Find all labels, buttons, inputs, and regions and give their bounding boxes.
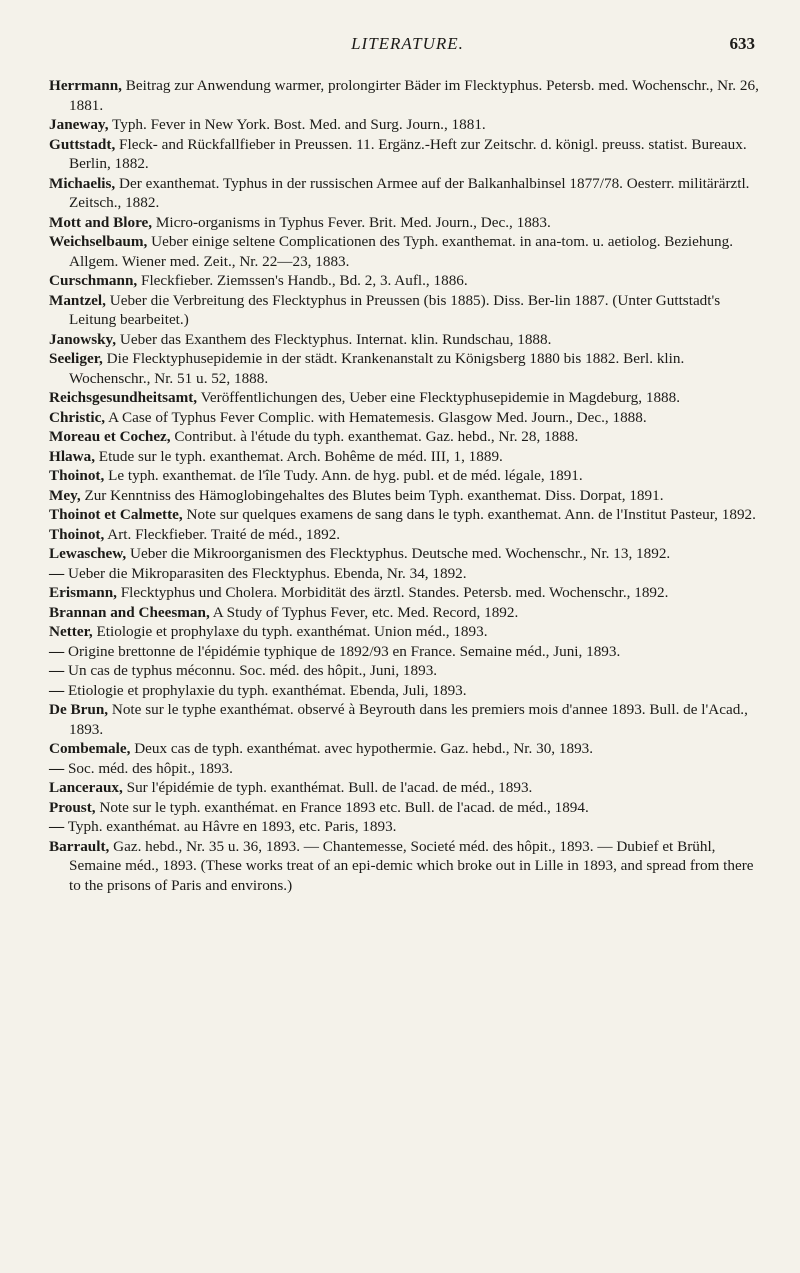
entry-citation: Note sur le typhe exanthémat. observé à Beyrouth dans les premiers mois d'annee 1893. Bull. de l'Acad., 1893. [69,701,748,738]
entry-citation: Typh. exanthémat. au Hâvre en 1893, etc. Paris, 1893. [64,818,397,835]
page-header [60,34,755,56]
entry-author: — [49,564,65,582]
entry-author: Moreau et Cochez, [49,428,171,445]
entry-author: Netter, [49,623,93,640]
bibliography-entry [49,408,761,428]
entry-author: Thoinot, [49,525,105,543]
bibliography-entry [49,213,761,233]
entry-author: Herrmann, [49,77,122,94]
entry-author: Thoinot et Calmette, [49,506,183,523]
entry-citation: Ueber das Exanthem des Flecktyphus. Internat. klin. Rundschau, 1888. [116,330,552,348]
entry-author: Curschmann, [49,272,138,289]
bibliography-entry [49,271,761,291]
entry-citation: Beitrag zur Anwendung warmer, prolongirter Bäder im Flecktyphus. Petersb. med. Wochenschr., Nr. 26, 1881. [69,77,759,114]
bibliography-entry [49,583,761,603]
entry-citation: Typh. Fever in New York. Bost. Med. and Surg. Journ., 1881. [108,116,486,133]
entry-citation: Note sur quelques examens de sang dans le typh. exanthemat. Ann. de l'Institut Pasteur, 1892. [182,506,756,523]
entry-author: Guttstadt, [49,135,116,153]
entry-citation: Die Flecktyphusepidemie in der städt. Krankenanstalt zu Königsberg 1880 bis 1882. Berl. klin. Wochenschr., Nr. 51 u. 52, 1888. [69,350,685,387]
running-title: LITERATURE. [351,34,464,53]
entry-author: — [49,759,65,777]
entry-author: Janowsky, [49,330,117,348]
entry-author: Seeliger, [49,350,103,367]
entry-citation: Etiologie et prophylaxie du typh. exanthémat. Ebenda, Juli, 1893. [64,681,467,699]
bibliography-entry [49,778,761,798]
bibliography-entry [49,291,761,330]
entry-citation: Flecktyphus und Cholera. Morbidität des ärztl. Standes. Petersb. med. Wochenschr., 1892. [116,584,669,601]
bibliography-entry [49,661,761,681]
bibliography-entry [49,174,761,213]
bibliography-entry [49,681,761,701]
bibliography-entry [49,798,761,818]
bibliography-entry [49,739,761,759]
bibliography-entry [49,544,761,564]
bibliography-entry [49,564,761,584]
entry-author: Erismann, [49,584,117,601]
entry-citation: Ueber einige seltene Complicationen des Typh. exanthemat. in ana-tom. u. aetiolog. Beziehung. Allgem. Wiener med. Zeit., Nr. 22—23, 1883. [69,233,734,270]
bibliography-entry [49,76,761,115]
entry-citation: Gaz. hebd., Nr. 35 u. 36, 1893. — Chantemesse, Societé méd. des hôpit., 1893. — Dubief et Brühl, Semaine méd., 1893. (These works treat of an epi-demic which broke out in Lille in 1893, and spread from there to the prisons of Paris and environs.) [69,837,754,894]
entry-citation: Micro-organisms in Typhus Fever. Brit. Med. Journ., Dec., 1883. [152,213,551,231]
entry-citation: Note sur le typh. exanthémat. en France 1893 etc. Bull. de l'acad. de méd., 1894. [95,798,589,816]
bibliography-entry [49,330,761,350]
bibliography-entry [49,525,761,545]
entry-author: — [49,818,65,835]
entry-author: Reichsgesundheitsamt, [49,389,198,406]
entry-author: Michaelis, [49,174,116,192]
entry-author: Weichselbaum, [49,233,148,250]
entry-citation: Origine brettonne de l'épidémie typhique de 1892/93 en France. Semaine méd., Juni, 1893. [64,642,621,660]
entry-citation: Ueber die Verbreitung des Flecktyphus in Preussen (bis 1885). Diss. Ber-lin 1887. (Unter Guttstadt's Leitung bearbeitet.) [69,291,721,328]
entry-author: Hlawa, [49,447,95,465]
entry-citation: Art. Fleckfieber. Traité de méd., 1892. [104,525,341,543]
bibliography-entry [49,486,761,506]
entry-author: Brannan and Cheesman, [49,603,210,621]
entry-author: Mantzel, [49,291,106,309]
entry-citation: Ueber die Mikroorganismen des Flecktyphus. Deutsche med. Wochenschr., Nr. 13, 1892. [126,545,671,562]
bibliography-entry [49,505,761,525]
bibliography-entry [49,388,761,408]
entry-author: — [49,662,65,679]
bibliography-entry [49,700,761,739]
entry-citation: Fleck- and Rückfallfieber in Preussen. 11. Ergänz.-Heft zur Zeitschr. d. königl. preuss. statist. Bureaux. Berlin, 1882. [69,135,747,172]
entry-author: Janeway, [49,116,109,133]
entry-author: Lanceraux, [49,779,123,796]
entry-author: Mey, [49,486,81,504]
entry-citation: Etiologie et prophylaxe du typh. exanthémat. Union méd., 1893. [92,623,488,640]
entry-citation: Sur l'épidémie de typh. exanthémat. Bull. de l'acad. de méd., 1893. [122,779,533,796]
bibliography-entry [49,837,761,896]
bibliography-entry [49,115,761,135]
entry-author: — [49,681,65,699]
bibliography-entry [49,135,761,174]
entry-citation: Deux cas de typh. exanthémat. avec hypothermie. Gaz. hebd., Nr. 30, 1893. [130,740,594,757]
entry-citation: Ueber die Mikroparasiten des Flecktyphus. Ebenda, Nr. 34, 1892. [64,564,467,582]
bibliography-entry [49,447,761,467]
bibliography-entry [49,232,761,271]
bibliography-entry [49,759,761,779]
entry-citation: Der exanthemat. Typhus in der russischen Armee auf der Balkanhalbinsel 1877/78. Oesterr. militärärztl. Zeitsch., 1882. [69,174,750,211]
entry-author: De Brun, [49,701,109,718]
entry-author: Lewaschew, [49,545,127,562]
bibliography-entry [49,622,761,642]
entry-citation: Zur Kenntniss des Hämoglobingehaltes des Blutes beim Typh. exanthemat. Diss. Dorpat, 1891. [80,486,664,504]
entry-citation: Soc. méd. des hôpit., 1893. [64,759,233,777]
entry-citation: Le typh. exanthemat. de l'île Tudy. Ann. de hyg. publ. et de méd. légale, 1891. [104,467,583,484]
entry-citation: Etude sur le typh. exanthemat. Arch. Bohême de méd. III, 1, 1889. [95,447,503,465]
page-number: 633 [729,34,755,53]
bibliography-entry [49,603,761,623]
bibliography-entry [49,642,761,662]
entry-author: — [49,642,65,660]
entry-author: Proust, [49,798,96,816]
entry-citation: Contribut. à l'étude du typh. exanthemat. Gaz. hebd., Nr. 28, 1888. [170,428,579,445]
bibliography-list [49,76,761,895]
entry-author: Christic, [49,408,106,426]
bibliography-entry [49,817,761,837]
entry-author: Combemale, [49,740,131,757]
entry-author: Thoinot, [49,467,105,484]
bibliography-entry [49,349,761,388]
entry-author: Barrault, [49,837,110,855]
entry-citation: A Study of Typhus Fever, etc. Med. Record, 1892. [209,603,519,621]
entry-citation: Un cas de typhus méconnu. Soc. méd. des hôpit., Juni, 1893. [64,662,438,679]
entry-citation: A Case of Typhus Fever Complic. with Hematemesis. Glasgow Med. Journ., Dec., 1888. [105,408,647,426]
entry-citation: Veröffentlichungen des, Ueber eine Flecktyphusepidemie in Magdeburg, 1888. [197,389,681,406]
entry-citation: Fleckfieber. Ziemssen's Handb., Bd. 2, 3. Aufl., 1886. [137,272,468,289]
bibliography-entry [49,466,761,486]
bibliography-entry [49,427,761,447]
entry-author: Mott and Blore, [49,213,153,231]
